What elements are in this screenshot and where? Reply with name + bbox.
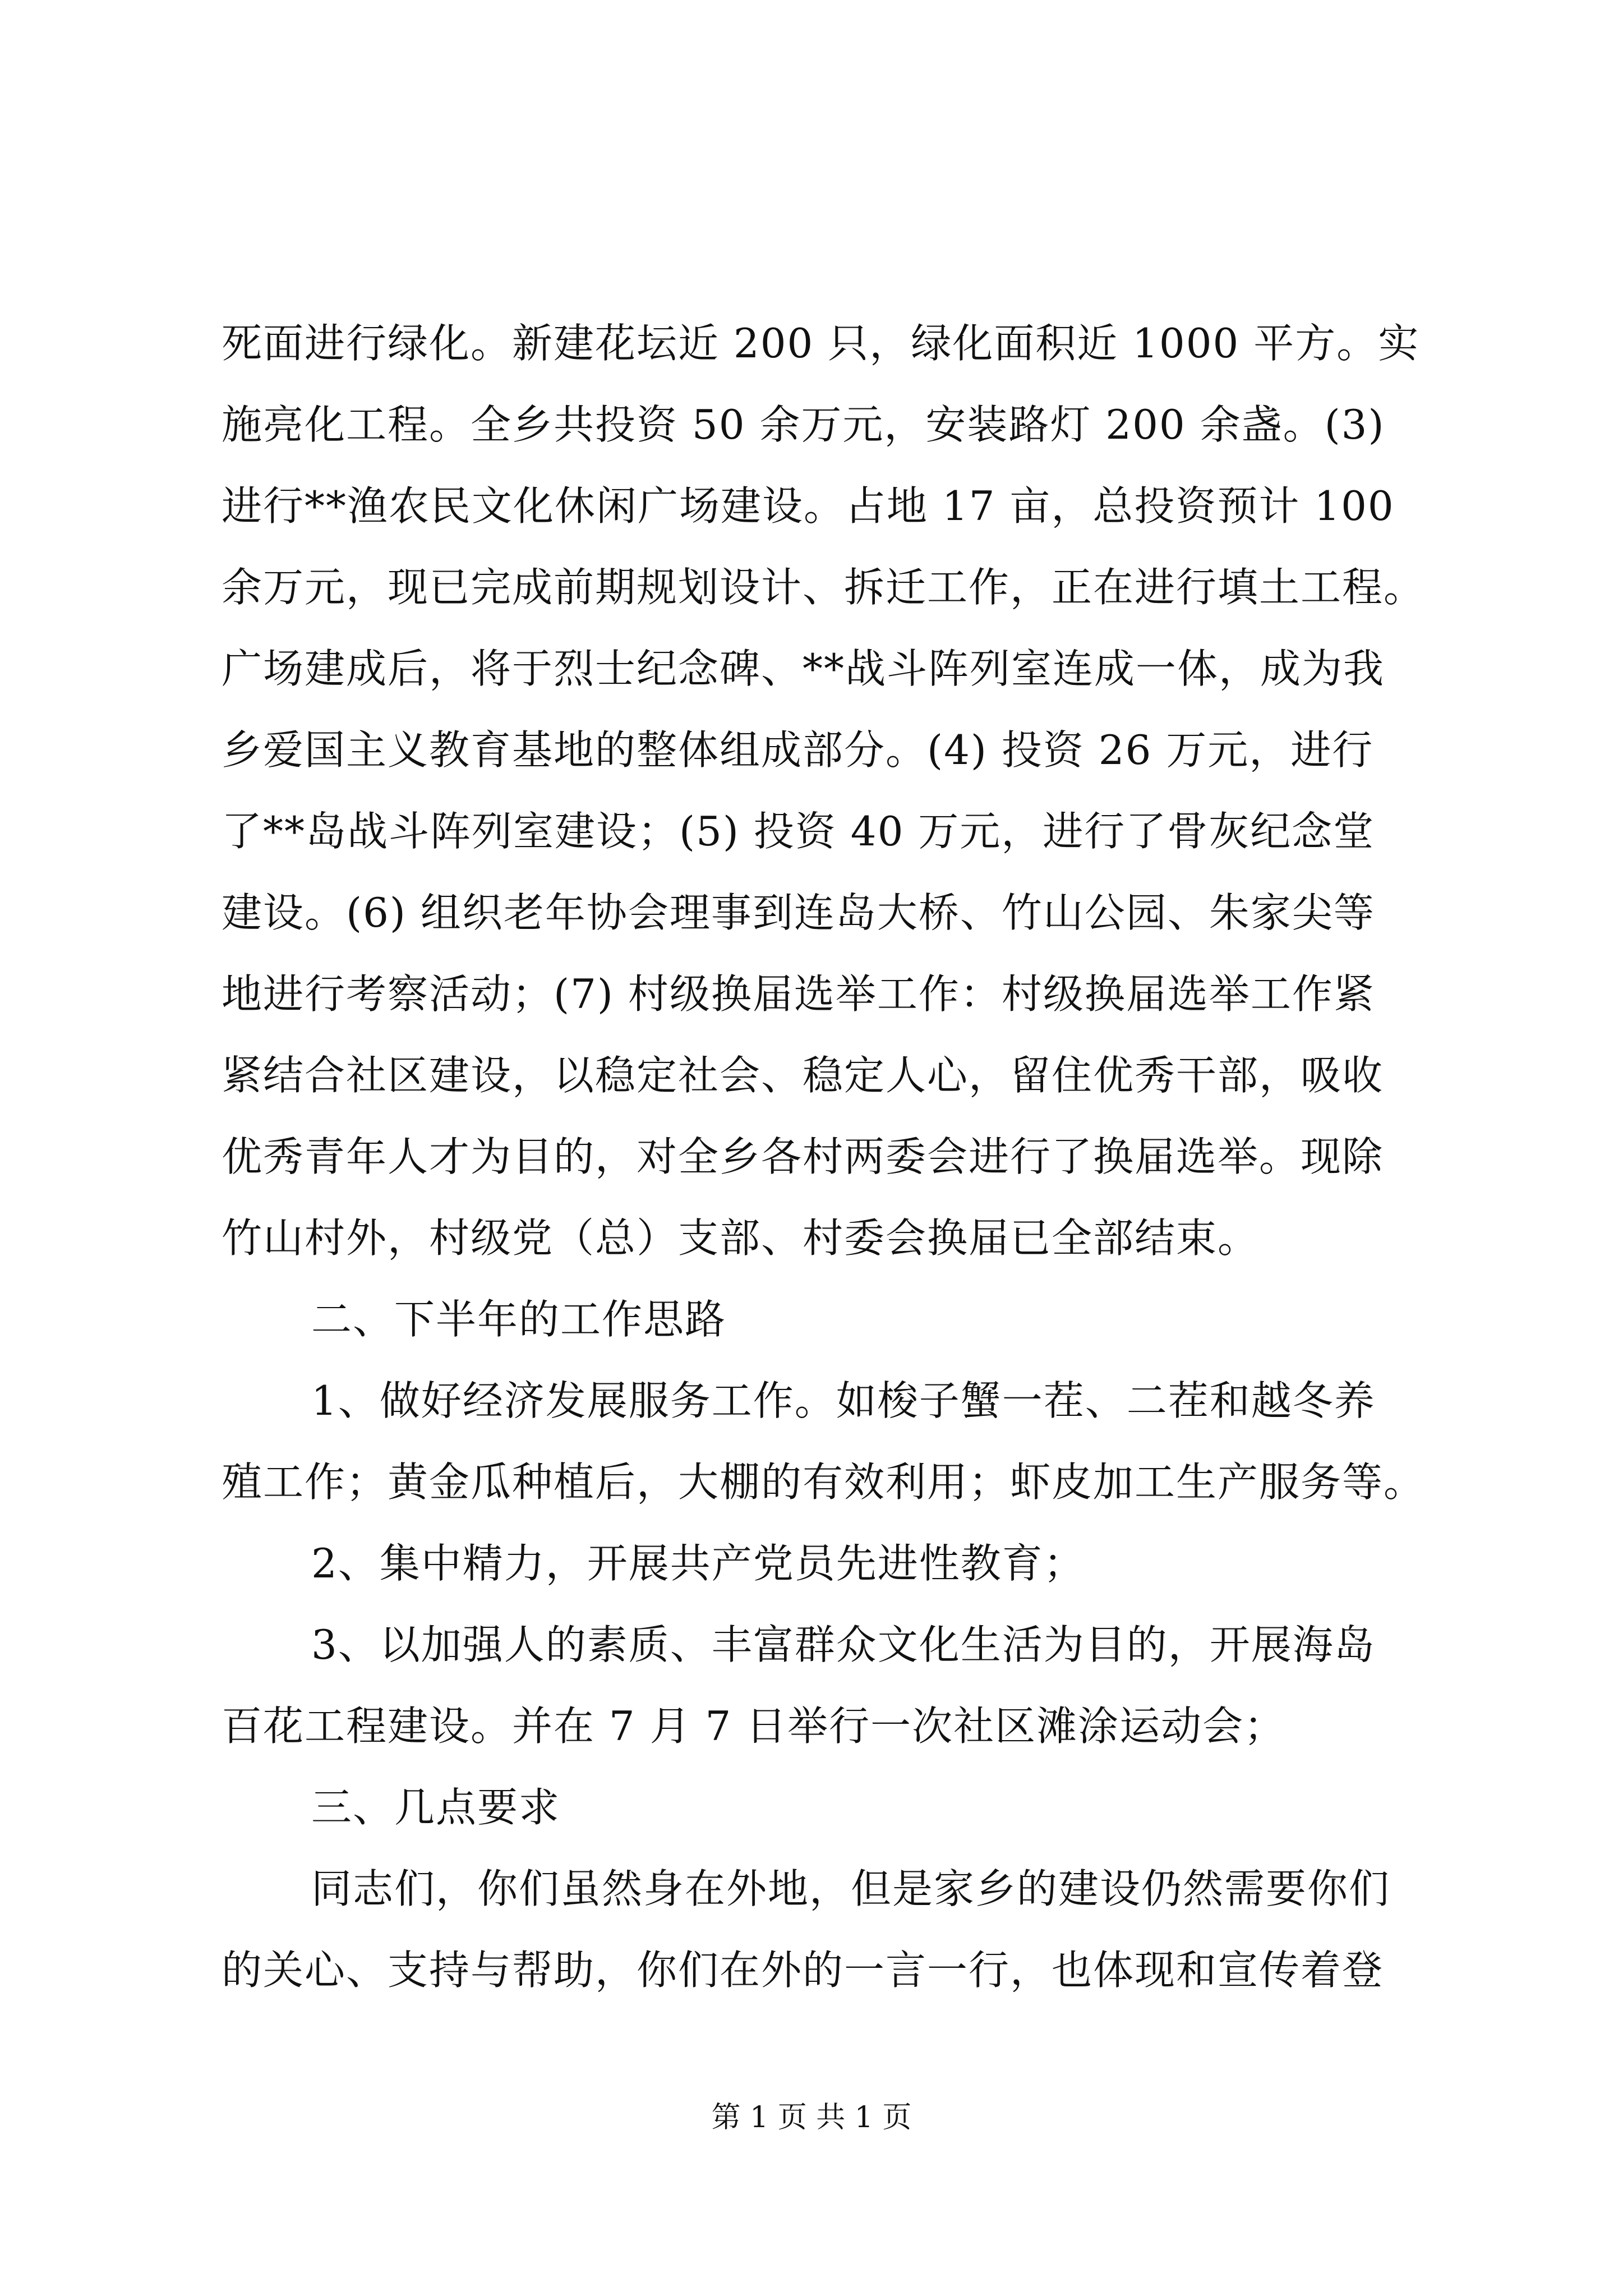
text-line: 乡爱国主义教育基地的整体组成部分。(4) 投资 26 万元，进行 bbox=[222, 726, 1374, 774]
page-footer: 第 1 页 共 1 页 bbox=[711, 2101, 912, 2134]
text-line: 优秀青年人才为目的，对全乡各村两委会进行了换届选举。现除 bbox=[222, 1133, 1384, 1180]
text-line: 紧结合社区建设，以稳定社会、稳定人心，留住优秀干部，吸收 bbox=[222, 1052, 1384, 1099]
text-line: 三、几点要求 bbox=[311, 1784, 561, 1831]
document-body bbox=[222, 303, 1438, 2011]
text-line: 建设。(6) 组织老年协会理事到连岛大桥、竹山公园、朱家尖等 bbox=[222, 889, 1375, 936]
text-line: 百花工程建设。并在 7 月 7 日举行一次社区滩涂运动会； bbox=[222, 1703, 1286, 1750]
text-line: 1、做好经济发展服务工作。如梭子蟹一茬、二茬和越冬养 bbox=[311, 1377, 1376, 1424]
text-line: 3、以加强人的素质、丰富群众文化生活为目的，开展海岛 bbox=[311, 1621, 1376, 1668]
text-line: 进行**渔农民文化休闲广场建设。占地 17 亩，总投资预计 100 bbox=[222, 482, 1395, 530]
text-line: 2、集中精力，开展共产党员先进性教育； bbox=[311, 1540, 1085, 1587]
text-line: 广场建成后，将于烈士纪念碑、**战斗阵列室连成一体，成为我 bbox=[222, 645, 1385, 692]
text-line: 施亮化工程。全乡共投资 50 余万元，安装路灯 200 余盏。(3) bbox=[222, 401, 1385, 448]
text-line: 二、下半年的工作思路 bbox=[311, 1296, 727, 1343]
text-line: 地进行考察活动；(7) 村级换届选举工作：村级换届选举工作紧 bbox=[222, 970, 1375, 1018]
text-line: 竹山村外，村级党（总）支部、村委会换届已全部结束。 bbox=[222, 1214, 1260, 1262]
text-line: 死面进行绿化。新建花坛近 200 只，绿化面积近 1000 平方。实 bbox=[222, 320, 1420, 367]
text-line: 了**岛战斗阵列室建设；(5) 投资 40 万元，进行了骨灰纪念堂 bbox=[222, 808, 1375, 855]
text-line: 同志们，你们虽然身在外地，但是家乡的建设仍然需要你们 bbox=[311, 1865, 1391, 1912]
text-line: 殖工作；黄金瓜种植后，大棚的有效利用；虾皮加工生产服务等。 bbox=[222, 1458, 1426, 1506]
text-line: 的关心、支持与帮助，你们在外的一言一行，也体现和宣传着登 bbox=[222, 1947, 1384, 1994]
text-line: 余万元，现已完成前期规划设计、拆迁工作，正在进行填土工程。 bbox=[222, 564, 1426, 611]
